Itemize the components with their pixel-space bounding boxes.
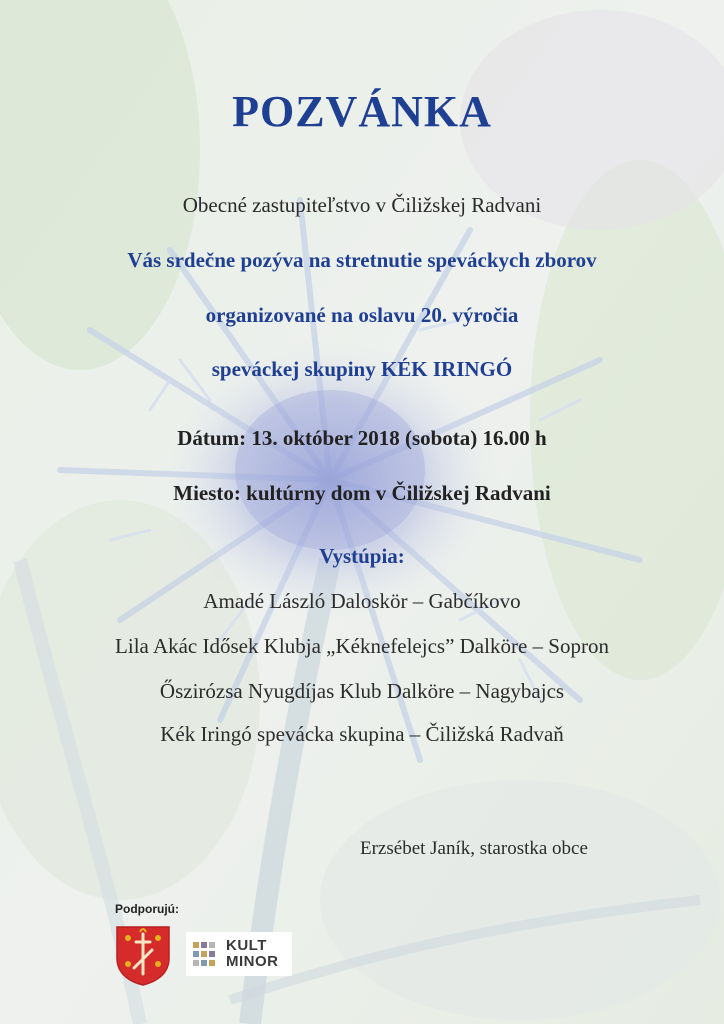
kult-minor-wordmark: KULT MINOR [226, 937, 279, 970]
performer-item: Kék Iringó spevácka skupina – Čiližská Radvaň [160, 722, 564, 746]
kult-minor-logo [186, 932, 292, 976]
performer-item: Lila Akác Idősek Klubja „Kéknefelejcs” Dalköre – Sopron [115, 634, 609, 658]
signature: Erzsébet Janík, starostka obce [360, 838, 588, 859]
invite-line-1: Vás srdečne pozýva na stretnutie speváckych zborov [127, 248, 597, 272]
date-line: Dátum: 13. október 2018 (sobota) 16.00 h [177, 426, 547, 450]
kult-minor-pattern-icon [192, 941, 222, 967]
support-label: Podporujú: [115, 902, 179, 916]
performer-item: Őszirózsa Nyugdíjas Klub Dalköre – Nagybajcs [159, 679, 565, 703]
place-line: Miesto: kultúrny dom v Čiližskej Radvani [173, 481, 551, 505]
performers-heading: Vystúpia: [319, 544, 405, 568]
invite-line-2: organizované na oslavu 20. výročia [205, 303, 519, 327]
performer-item: Amadé László Daloskör – Gabčíkovo [203, 589, 521, 613]
invite-line-3: speváckej skupiny KÉK IRINGÓ [211, 357, 513, 381]
intro-line: Obecné zastupiteľstvo v Čiližskej Radvani [182, 193, 542, 217]
invitation-title: POZVÁNKA [232, 87, 492, 136]
village-crest-logo [114, 924, 172, 986]
